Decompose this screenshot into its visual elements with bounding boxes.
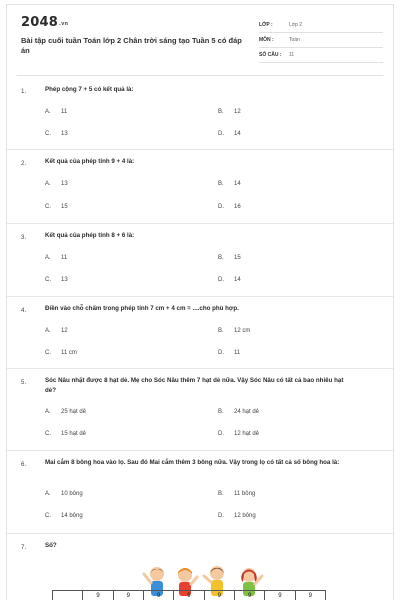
grid-cell[interactable]: 9: [114, 591, 144, 600]
option-text: 24 hạt dẻ: [234, 409, 260, 415]
option-text: 13: [61, 277, 68, 283]
option-letter: B.: [218, 181, 224, 187]
option-text: 12: [234, 109, 241, 115]
meta-subject-value: Toán: [289, 37, 300, 43]
option-d[interactable]: [218, 131, 241, 137]
option-text: 15 hạt dẻ: [61, 431, 87, 437]
option-letter: C.: [45, 513, 51, 519]
meta-info: [259, 18, 383, 63]
option-text: 12 hạt dẻ: [234, 431, 260, 437]
option-text: 15: [61, 204, 68, 210]
option-letter: D.: [218, 513, 224, 519]
option-text: 14 bông: [61, 513, 83, 519]
option-c[interactable]: [45, 204, 68, 210]
question-number: 4.: [21, 307, 27, 314]
grid-cell[interactable]: 9: [308, 593, 312, 599]
option-text: 12 cm: [234, 328, 251, 334]
option-a[interactable]: [45, 491, 83, 497]
option-c[interactable]: [45, 350, 77, 356]
option-text: 14: [234, 131, 241, 137]
option-text: 11 cm: [61, 350, 77, 356]
option-letter: A.: [45, 409, 51, 415]
option-c[interactable]: [45, 131, 68, 137]
question-number: 3.: [21, 234, 27, 241]
document-title: Bài tập cuối tuần Toán lớp 2 Chân trời sáng tạo Tuần 5 có đáp án: [21, 36, 242, 55]
logo-tld: .vn: [58, 21, 69, 27]
option-letter: B.: [218, 255, 224, 261]
meta-count-label: SỐ CÂU :: [259, 52, 282, 58]
option-b[interactable]: [218, 328, 250, 334]
grid-cell[interactable]: 9: [235, 591, 265, 600]
meta-count-value: 11: [289, 52, 295, 58]
option-letter: C.: [45, 277, 51, 283]
question-5: [7, 369, 393, 451]
option-b[interactable]: [218, 109, 241, 115]
option-text: 16: [234, 204, 241, 210]
option-letter: B.: [218, 491, 224, 497]
option-letter: D.: [218, 204, 224, 210]
meta-class-label: LỚP :: [259, 22, 273, 28]
option-text: 12: [61, 328, 68, 334]
number-grid: [52, 590, 326, 600]
option-b[interactable]: [218, 255, 241, 261]
meta-class-value: Lớp 2: [289, 22, 303, 28]
option-letter: A.: [45, 255, 51, 261]
question-2: [7, 150, 393, 224]
option-letter: A.: [45, 491, 51, 497]
option-b[interactable]: [218, 181, 241, 187]
option-a[interactable]: [45, 181, 68, 187]
meta-subject-label: MÔN :: [259, 37, 274, 43]
option-text: 10 bông: [61, 491, 83, 497]
meta-question-count: [259, 48, 383, 63]
option-a[interactable]: [45, 255, 67, 261]
option-letter: D.: [218, 350, 224, 356]
question-number: 7.: [21, 544, 27, 551]
option-text: 15: [234, 255, 241, 261]
option-d[interactable]: [218, 431, 259, 437]
question-1: [7, 77, 393, 150]
option-text: 13: [61, 131, 68, 137]
option-text: 25 hạt dẻ: [61, 409, 87, 415]
option-a[interactable]: [45, 409, 86, 415]
option-letter: B.: [218, 328, 224, 334]
option-b[interactable]: [218, 491, 255, 497]
question-number: 6.: [21, 461, 27, 468]
option-c[interactable]: [45, 277, 68, 283]
option-letter: D.: [218, 431, 224, 437]
question-text: Số?: [45, 542, 57, 549]
option-letter: D.: [218, 131, 224, 137]
question-list: [7, 77, 393, 584]
question-text: Sóc Nâu nhặt được 8 hạt dẻ. Mẹ cho Sóc Nâu thêm 7 hạt dẻ nữa. Vậy Sóc Nâu có tất cả bao nhiêu hạt dẻ?: [45, 377, 344, 394]
option-text: 11 bông: [234, 491, 256, 497]
question-number: 5.: [21, 379, 27, 386]
option-letter: B.: [218, 109, 224, 115]
meta-subject: [259, 33, 383, 48]
option-d[interactable]: [218, 204, 241, 210]
logo-text: 2048: [21, 15, 58, 30]
question-text: Kết quả của phép tính 9 + 4 là:: [45, 158, 135, 165]
option-text: 13: [61, 181, 68, 187]
option-letter: A.: [45, 328, 51, 334]
site-logo[interactable]: [21, 15, 68, 30]
question-6: [7, 451, 393, 534]
option-text: 11: [61, 255, 68, 261]
option-letter: B.: [218, 409, 224, 415]
question-4: [7, 297, 393, 369]
question-text: Kết quả của phép tính 8 + 6 là:: [45, 232, 135, 239]
grid-cell[interactable]: [53, 591, 83, 600]
option-letter: A.: [45, 181, 51, 187]
option-d[interactable]: [218, 277, 241, 283]
meta-class: [259, 18, 383, 33]
question-text: Mai cắm 8 bông hoa vào lọ. Sau đó Mai cắm thêm 3 bông nữa. Vậy trong lọ có tất cả số bông hoa là:: [45, 459, 340, 466]
question-number: 2.: [21, 160, 27, 167]
option-d[interactable]: [218, 513, 256, 519]
option-c[interactable]: [45, 513, 83, 519]
option-letter: C.: [45, 350, 51, 356]
option-b[interactable]: [218, 409, 259, 415]
header-divider: [17, 75, 383, 76]
grid-cell[interactable]: 9: [205, 591, 235, 600]
option-text: 14: [234, 181, 241, 187]
option-text: 11: [234, 350, 241, 356]
question-number: 1.: [21, 88, 27, 95]
option-text: 14: [234, 277, 241, 283]
question-text: Điền vào chỗ chấm trong phép tính 7 cm + 4 cm = ....cho phù hợp.: [45, 305, 239, 312]
question-text: Phép cộng 7 + 5 có kết quả là:: [45, 86, 134, 93]
grid-cell[interactable]: 9: [144, 591, 174, 600]
question-3: [7, 224, 393, 297]
option-letter: D.: [218, 277, 224, 283]
option-letter: A.: [45, 109, 51, 115]
grid-cell[interactable]: 9: [83, 591, 113, 600]
option-letter: C.: [45, 131, 51, 137]
option-text: 11: [61, 109, 68, 115]
grid-cell[interactable]: 9: [265, 591, 295, 600]
document-page: [6, 4, 394, 600]
document-header: [7, 5, 393, 71]
grid-cell[interactable]: 9: [174, 591, 204, 600]
option-letter: C.: [45, 431, 51, 437]
option-text: 12 bông: [234, 513, 256, 519]
option-a[interactable]: [45, 109, 67, 115]
option-a[interactable]: [45, 328, 68, 334]
option-d[interactable]: [218, 350, 240, 356]
option-letter: C.: [45, 204, 51, 210]
option-c[interactable]: [45, 431, 86, 437]
